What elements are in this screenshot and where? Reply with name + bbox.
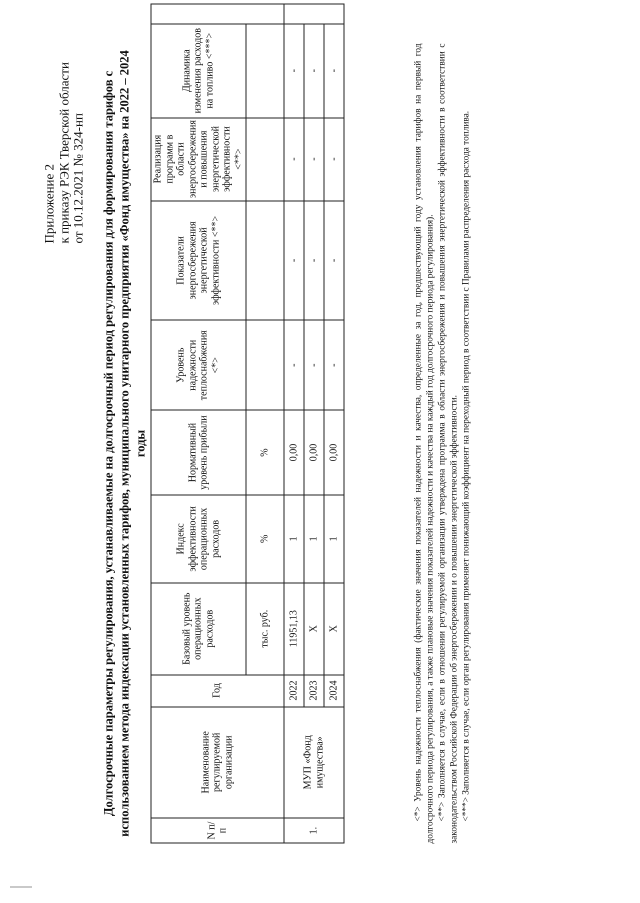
cell-reliability: -: [284, 320, 304, 410]
appendix-number: Приложение 2: [41, 163, 56, 243]
cell-profit: 0,00: [324, 410, 344, 495]
header-reliability: Уровень надежности теплоснабжения <*>: [151, 320, 246, 410]
row-number: 1.: [284, 818, 344, 843]
footnote-energy: <**> Заполняется в случае, если в отношении регулируемой организации утверждена программа в области энергосбережения и повышения энергетической эффективности в соответствии с законодательством Российской Федерации об энергосбережении и о повышении энергетической эффективности.: [437, 43, 459, 843]
cell-index: 1: [304, 494, 324, 582]
footnote-fuel: <***> Заполняется в случае, если орган регулирования применяет понижающий коэффициент на переходный период в соответствии с Правилами распределения расхода топлива.: [461, 110, 471, 821]
cell-reliability: -: [324, 320, 344, 410]
cell-energy: -: [284, 200, 304, 320]
cell-base: 11951,13: [284, 582, 304, 674]
header-organization: Наименование регулируемой организации: [151, 706, 284, 818]
appendix-order-ref: к приказу РЭК Тверской области: [55, 61, 71, 243]
header-fuel-dynamics: Динамика изменения расходов на топливо <***>: [151, 23, 246, 117]
empty-cell: [151, 4, 284, 24]
table-header-row: [151, 4, 246, 843]
document-title: Долгосрочные параметры регулирования, устанавливаемые на долгосрочный период регулирования для формирования тарифов с использованием метода индексации установленных тарифов, муниципального унитарного предприятия «Фонд имущества» на 2022 – 2024 годы: [101, 49, 147, 837]
cell-energy: -: [324, 200, 344, 320]
unit-empty: [246, 23, 284, 117]
scan-artifact: [10, 886, 32, 888]
header-base-opex: Базовый уровень операционных расходов: [151, 582, 246, 674]
empty-cell: [284, 4, 344, 24]
unit-empty: [246, 117, 284, 200]
appendix-header: [42, 43, 86, 243]
cell-programs: -: [324, 117, 344, 200]
cell-year: 2022: [284, 674, 304, 706]
header-efficiency-index: Индекс эффективности операционных расходов: [151, 494, 246, 582]
cell-year: 2023: [304, 674, 324, 706]
header-profit-level: Нормативный уровень прибыли: [151, 410, 246, 495]
footnote-reliability: <*> Уровень надежности теплоснабжения (фактические значения показателей надежности и качества, определенные за год, предшествующий году установления тарифов на первый год долгосрочного периода регулирования, а также плановые значения показателей надежности и качества на каждый год долгосрочного периода регулирования).: [413, 43, 435, 843]
cell-index: 1: [324, 494, 344, 582]
cell-base: Х: [324, 582, 344, 674]
unit-profit: %: [246, 410, 284, 495]
cell-energy: -: [304, 200, 324, 320]
appendix-order-date: от 10.12.2021 № 324-нп: [70, 112, 85, 243]
cell-year: 2024: [324, 674, 344, 706]
table-row: [284, 4, 304, 843]
header-energy-saving: Показатели энергосбережения энергетической эффективности <**>: [151, 200, 246, 320]
header-num: N п/п: [151, 818, 284, 843]
footnotes: [412, 43, 472, 843]
unit-empty: [246, 200, 284, 320]
cell-profit: 0,00: [304, 410, 324, 495]
cell-programs: -: [304, 117, 324, 200]
cell-fuel: -: [304, 23, 324, 117]
cell-programs: -: [284, 117, 304, 200]
unit-index: %: [246, 494, 284, 582]
parameters-table: [150, 3, 344, 843]
unit-empty: [246, 320, 284, 410]
cell-index: 1: [284, 494, 304, 582]
unit-base: тыс. руб.: [246, 582, 284, 674]
cell-reliability: -: [304, 320, 324, 410]
cell-profit: 0,00: [284, 410, 304, 495]
cell-base: Х: [304, 582, 324, 674]
cell-fuel: -: [324, 23, 344, 117]
header-year: Год: [151, 674, 284, 706]
cell-fuel: -: [284, 23, 304, 117]
header-programs: Реализация программ в области энергосбережения и повышения энергетической эффективности <**>: [151, 117, 246, 200]
organization-name: МУП «Фонд имущества»: [284, 706, 344, 818]
